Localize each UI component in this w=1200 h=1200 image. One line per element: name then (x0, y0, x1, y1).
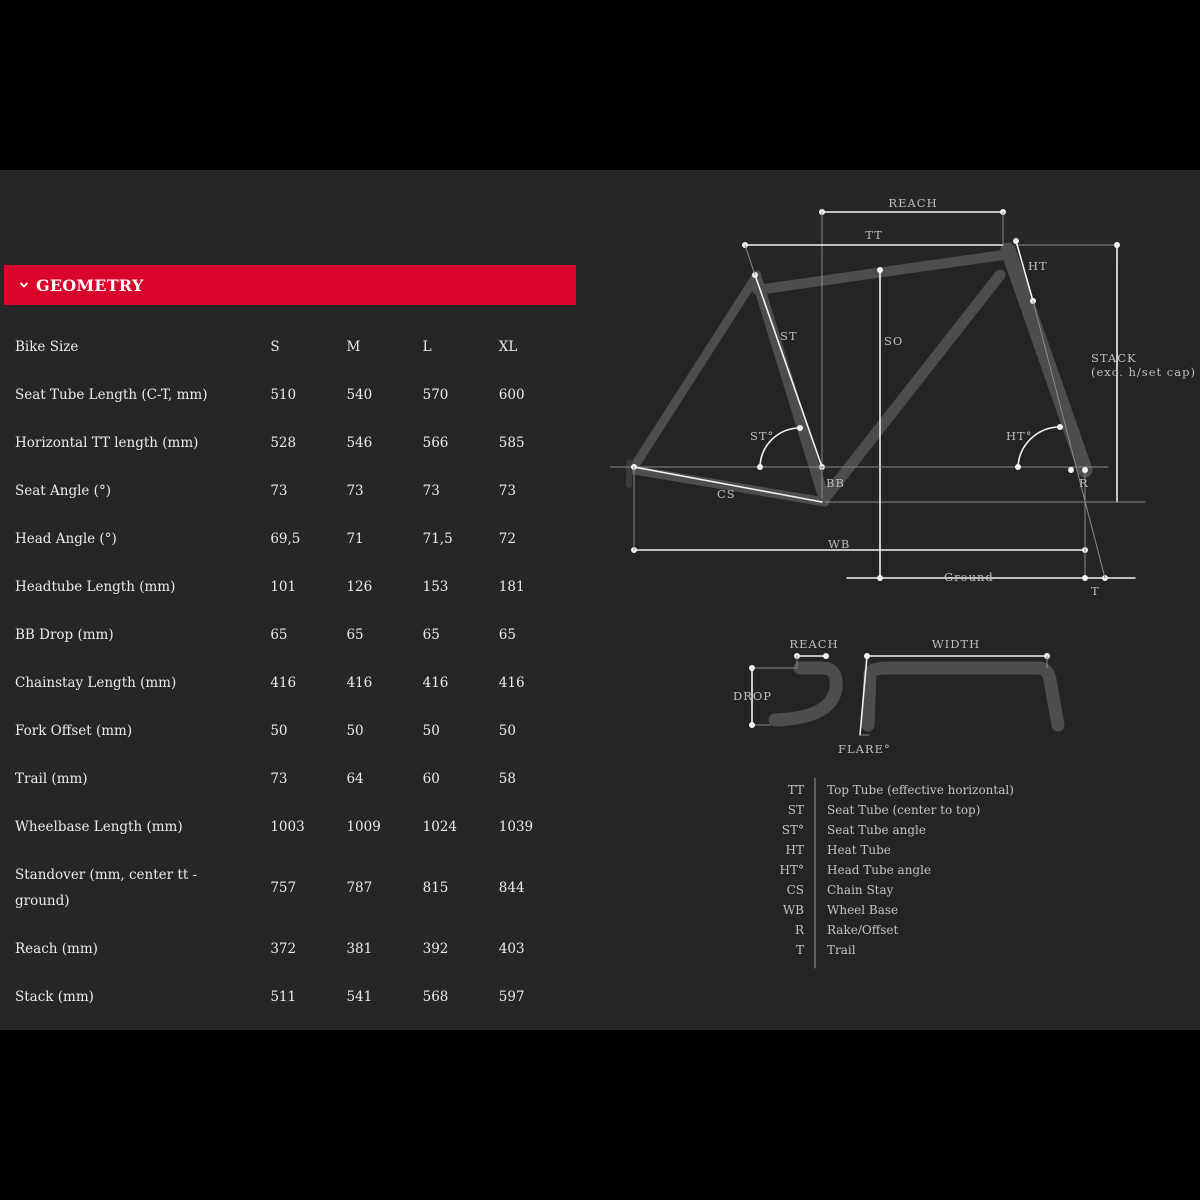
row-value: 50 (346, 723, 364, 739)
row-value: 73 (270, 483, 288, 499)
row-value: 73 (270, 771, 288, 787)
row-value: 1024 (422, 819, 457, 835)
row-value: 566 (422, 435, 449, 451)
table-row (15, 515, 575, 563)
legend-description: Heat Tube (827, 843, 891, 857)
seat-tube (757, 280, 823, 495)
row-value: 65 (498, 627, 516, 643)
bar-reach-label: REACH (789, 637, 839, 651)
measure-point (1082, 575, 1088, 581)
table-header-row (15, 323, 575, 371)
measure-point (1015, 464, 1021, 470)
row-value: 101 (270, 579, 297, 595)
measure-point (823, 653, 829, 659)
table-row (15, 973, 575, 1021)
legend-code: TT (787, 783, 804, 797)
column-header-size: M (346, 339, 361, 355)
measure-point (749, 665, 755, 671)
row-value: 541 (346, 989, 373, 1005)
measure-point (1082, 467, 1088, 473)
ground-label: Ground (944, 570, 994, 584)
row-value: 65 (346, 627, 364, 643)
row-value: 73 (346, 483, 364, 499)
table-row (15, 707, 575, 755)
down-tube (825, 275, 1000, 498)
row-value: 72 (498, 531, 516, 547)
st-label: ST (780, 329, 798, 343)
table-row (15, 659, 575, 707)
legend-code: HT (785, 843, 804, 857)
row-value: 50 (498, 723, 516, 739)
reach-label: REACH (888, 196, 938, 210)
st-top-guide (745, 245, 755, 275)
legend-description: Head Tube angle (827, 863, 932, 877)
row-label: Standover (mm, center tt - ground) (15, 867, 198, 909)
table-row (15, 611, 575, 659)
legend-code: ST° (781, 823, 804, 837)
legend-code: R (794, 923, 804, 937)
column-header-size: S (270, 339, 280, 355)
table-row (15, 419, 575, 467)
cs-label: CS (717, 487, 736, 501)
legend-code: HT° (779, 863, 804, 877)
row-value: 511 (270, 989, 297, 1005)
row-value: 815 (422, 880, 449, 896)
measure-point (1013, 238, 1019, 244)
wb-label: WB (828, 537, 851, 551)
frame-diagram-svg (608, 196, 1200, 1014)
measure-point (797, 425, 803, 431)
geometry-table (15, 323, 575, 1021)
row-value: 600 (498, 387, 525, 403)
measure-point (757, 464, 763, 470)
row-value: 570 (422, 387, 449, 403)
handlebar-front-shape (868, 668, 1058, 725)
row-value: 844 (498, 880, 525, 896)
measure-point (749, 722, 755, 728)
t-label: T (1091, 584, 1100, 598)
row-value: 416 (422, 675, 449, 691)
bar-width-label: WIDTH (931, 637, 981, 651)
row-label: Headtube Length (mm) (15, 579, 176, 595)
row-value: 546 (346, 435, 373, 451)
row-value: 50 (422, 723, 440, 739)
legend-description: Wheel Base (827, 903, 899, 917)
table-row (15, 925, 575, 973)
row-value: 392 (422, 941, 449, 957)
st-angle-label: ST° (750, 429, 775, 443)
row-value: 60 (422, 771, 440, 787)
r-label: R (1079, 476, 1089, 490)
legend-description: Seat Tube (center to top) (827, 803, 981, 817)
stack-note-label: (exc. h/set cap) (1091, 365, 1196, 379)
row-label: Reach (mm) (15, 941, 98, 957)
so-label: SO (884, 334, 904, 348)
row-value: 416 (498, 675, 525, 691)
row-label: Seat Tube Length (C-T, mm) (15, 387, 208, 403)
geometry-accordion-header[interactable] (4, 265, 576, 305)
legend-description: Chain Stay (827, 883, 894, 897)
steer-axis-line (1033, 301, 1105, 578)
row-label: Wheelbase Length (mm) (15, 819, 183, 835)
row-value: 568 (422, 989, 449, 1005)
row-label: Stack (mm) (15, 989, 94, 1005)
tt-label: TT (865, 228, 883, 242)
row-label: BB Drop (mm) (15, 627, 114, 643)
row-label: Seat Angle (°) (15, 483, 111, 499)
row-label: Horizontal TT length (mm) (15, 435, 199, 451)
row-value: 126 (346, 579, 373, 595)
stack-label: STACK (1091, 351, 1137, 365)
row-value: 1039 (498, 819, 534, 835)
row-value: 71 (346, 531, 364, 547)
section-title: GEOMETRY (36, 275, 144, 295)
row-value: 510 (270, 387, 297, 403)
row-label: Fork Offset (mm) (15, 723, 133, 739)
geometry-panel (0, 170, 1200, 1030)
ht-label: HT (1028, 259, 1048, 273)
table-row (15, 803, 575, 851)
measure-point (877, 267, 883, 273)
row-value: 597 (498, 989, 525, 1005)
row-value: 50 (270, 723, 288, 739)
seat-stay-tube (634, 275, 757, 467)
row-value: 73 (422, 483, 440, 499)
table-row (15, 467, 575, 515)
row-value: 403 (498, 941, 525, 957)
legend-description: Seat Tube angle (827, 823, 926, 837)
row-value: 181 (498, 579, 525, 595)
row-value: 64 (346, 771, 364, 787)
chevron-down-icon (18, 279, 30, 291)
legend-description: Trail (827, 943, 856, 957)
row-value: 540 (346, 387, 373, 403)
row-value: 381 (346, 941, 373, 957)
table-row (15, 563, 575, 611)
row-value: 69,5 (270, 531, 301, 547)
legend-code: T (795, 943, 804, 957)
row-value: 58 (498, 771, 516, 787)
column-header-size: XL (498, 339, 518, 355)
row-value: 416 (346, 675, 373, 691)
legend-description: Rake/Offset (827, 923, 899, 937)
row-value: 65 (270, 627, 288, 643)
row-value: 585 (498, 435, 525, 451)
table-row (15, 371, 575, 419)
row-label: Chainstay Length (mm) (15, 675, 177, 691)
table-row (15, 755, 575, 803)
table-row (15, 851, 575, 925)
bar-drop-label: DROP (733, 689, 773, 703)
row-value: 71,5 (422, 531, 453, 547)
bar-flare-label: FLARE° (838, 742, 891, 756)
row-value: 73 (498, 483, 516, 499)
row-value: 372 (270, 941, 297, 957)
legend-description: Top Tube (effective horizontal) (827, 783, 1014, 797)
bb-label: BB (826, 476, 845, 490)
row-value: 1009 (346, 819, 381, 835)
measure-point (1057, 424, 1063, 430)
column-header-label: Bike Size (15, 339, 79, 355)
row-value: 1003 (270, 819, 305, 835)
row-label: Trail (mm) (15, 771, 88, 787)
legend-code: ST (787, 803, 804, 817)
row-value: 528 (270, 435, 297, 451)
geometry-diagram (608, 196, 1200, 1014)
measure-point (1068, 467, 1074, 473)
row-value: 757 (270, 880, 297, 896)
row-value: 787 (346, 880, 373, 896)
row-label: Head Angle (°) (15, 531, 117, 547)
ht-angle-label: HT° (1006, 429, 1033, 443)
row-value: 65 (422, 627, 440, 643)
column-header-size: L (422, 339, 432, 355)
row-value: 416 (270, 675, 297, 691)
legend-code: CS (786, 883, 804, 897)
row-value: 153 (422, 579, 449, 595)
handlebar-side-shape (775, 668, 836, 720)
legend-code: WB (782, 903, 804, 917)
